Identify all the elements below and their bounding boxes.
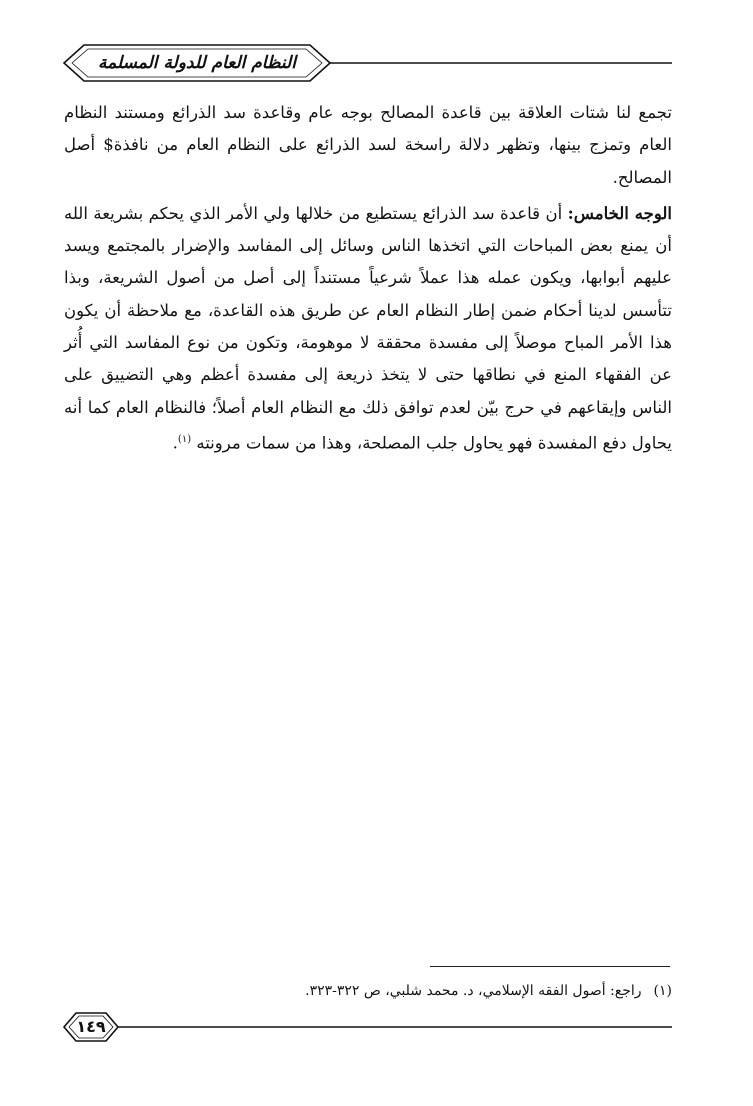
footnote-text: راجع: أصول الفقه الإسلامي، د. محمد شلبي، ص ٣٢٢-٣٢٣. [305,983,642,999]
footnote-reference[interactable]: (١) [177,433,192,445]
paragraph-2-text: أن قاعدة سد الذرائع يستطيع من خلالها ولي الأمر الذي يحكم بشريعة الله أن يمنع بعض المباحات التي اتخذها الناس وسائل إلى المفاسد والإضرار بالمجتمع ويسد عليهم أبوابها، ويكون عمله هذا عملاً شرعياً مستنداً إلى أصل من أصول الشريعة، وبذا تتأسس لدينا أحكام ضمن إطار النظام العام عن طريق هذه القاعدة، مع ملاحظة أن يكون هذا الأمر المباح موصلاً إلى مفسدة محققة لا موهومة، وتكون من نوع المفاسد التي أُثر عن الفقهاء المنع في نطاقها حتى لا يتخذ ذريعة إلى مفسدة أعظم وهي التضييق على الناس وإيقاعهم في حرج بيّن لعدم توافق ذلك مع النظام العام أصلاً؛ فالنظام العام كما أنه يحاول دفع المفسدة فهو يحاول جلب المصلحة، وهذا من سمات مرونته [64,203,672,453]
header-title: النظام العام للدولة المسلمة [98,53,296,73]
footnote [64,980,672,1002]
footnote-number: (١) [653,983,672,999]
running-header [62,43,672,83]
footnote-separator [430,966,670,967]
paragraph-1: تجمع لنا شتات العلاقة بين قاعدة المصالح بوجه عام وقاعدة سد الذرائع ومستند النظام العام وتمزج بينها، وتظهر دلالة راسخة لسد الذرائع على النظام العام من نافذة$ أصل المصالح. [64,103,673,187]
paragraph-2 [64,198,672,460]
page-footer [62,1011,672,1043]
main-text [64,97,672,460]
page-number: ١٤٩ [76,1017,106,1036]
paragraph-2-lead: الوجه الخامس: [567,203,672,223]
paragraph-2-end: . [172,433,178,453]
footer-frame [62,1011,672,1043]
